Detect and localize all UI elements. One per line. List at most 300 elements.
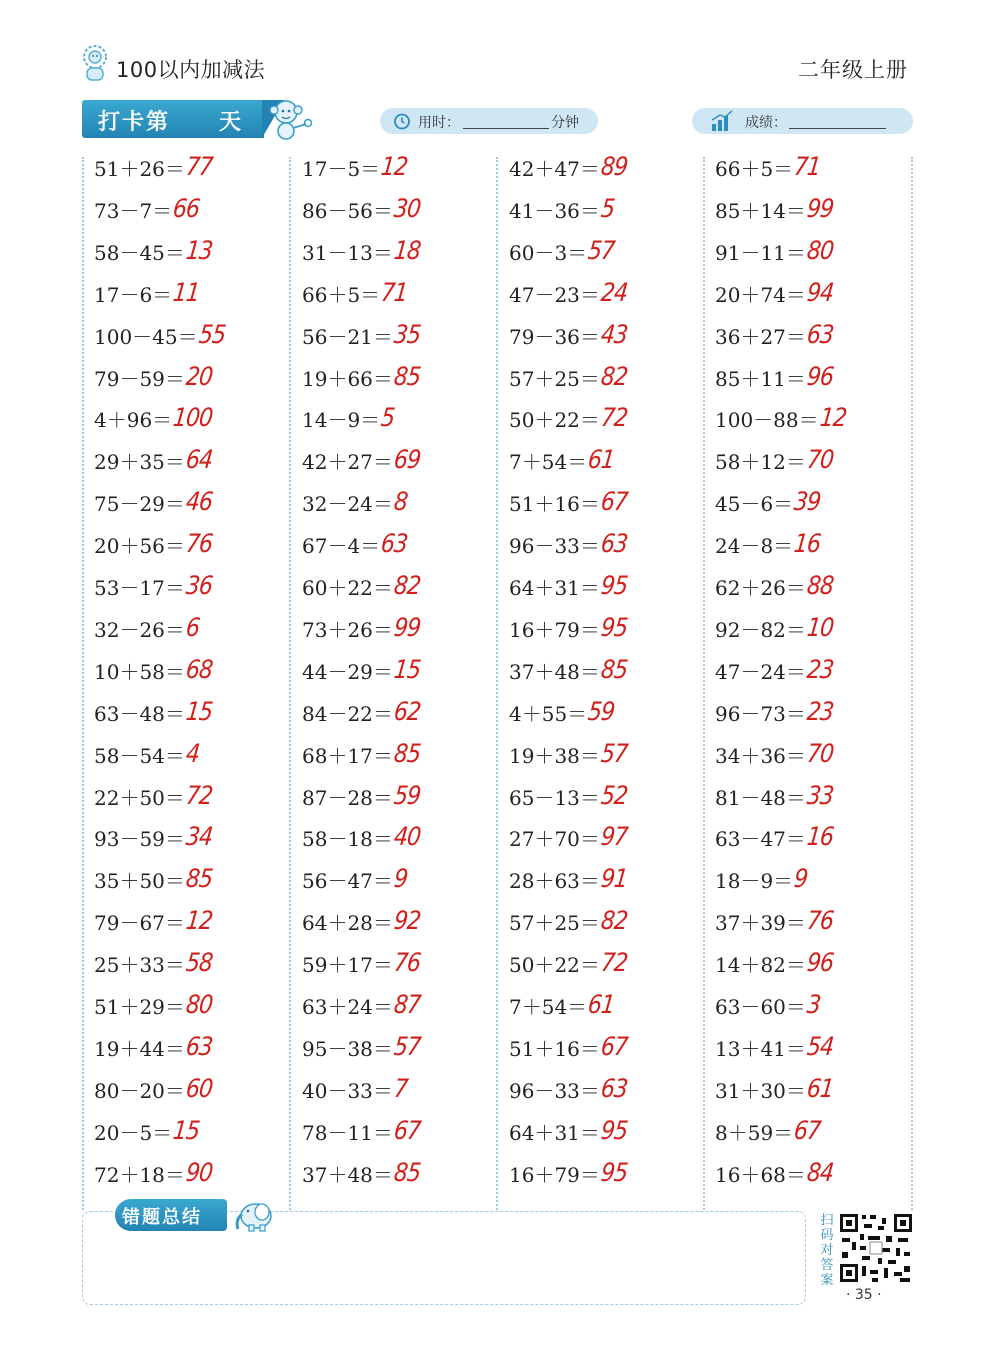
handwritten-answer: 97 bbox=[599, 823, 629, 853]
problem-row bbox=[94, 1117, 199, 1147]
problem-equation: 14－9＝ bbox=[302, 408, 381, 433]
handwritten-answer: 7 bbox=[392, 1074, 409, 1104]
problem-row bbox=[302, 782, 420, 812]
handwritten-answer: 33 bbox=[805, 781, 835, 811]
problem-equation: 35＋50＝ bbox=[94, 869, 185, 894]
handwritten-answer: 77 bbox=[184, 153, 214, 182]
handwritten-answer: 15 bbox=[184, 697, 214, 727]
mistake-summary-label: 错题总结 bbox=[122, 1207, 202, 1228]
problem-row bbox=[509, 1075, 627, 1105]
problem-equation: 34＋36＝ bbox=[715, 743, 806, 768]
handwritten-answer: 36 bbox=[184, 572, 214, 601]
handwritten-answer: 63 bbox=[379, 530, 409, 559]
problem-row bbox=[94, 991, 212, 1021]
problem-equation: 63－60＝ bbox=[715, 995, 806, 1019]
checkin-label: 打卡第 bbox=[98, 110, 171, 135]
problem-equation: 19＋38＝ bbox=[509, 743, 600, 768]
handwritten-answer: 40 bbox=[392, 823, 422, 853]
problem-equation: 68＋17＝ bbox=[302, 743, 393, 768]
problem-equation: 63＋24＝ bbox=[302, 995, 393, 1019]
problem-row bbox=[302, 865, 407, 895]
problem-equation: 32－24＝ bbox=[302, 492, 393, 517]
problem-equation: 20－5＝ bbox=[94, 1120, 173, 1145]
problem-equation: 79－59＝ bbox=[94, 366, 185, 391]
problem-equation: 31－13＝ bbox=[302, 240, 393, 265]
problem-equation: 56－21＝ bbox=[302, 324, 393, 349]
problem-row bbox=[715, 237, 833, 267]
problem-row bbox=[509, 782, 627, 812]
problem-row bbox=[509, 949, 627, 979]
problem-row bbox=[509, 404, 627, 434]
problem-equation: 7＋54＝ bbox=[509, 450, 588, 475]
problem-equation: 37＋48＝ bbox=[302, 1162, 393, 1187]
handwritten-answer: 61 bbox=[586, 991, 616, 1020]
handwritten-answer: 3 bbox=[805, 991, 822, 1020]
problem-row bbox=[302, 153, 407, 183]
handwritten-answer: 87 bbox=[392, 991, 422, 1020]
problem-equation: 7＋54＝ bbox=[509, 995, 588, 1019]
handwritten-answer: 76 bbox=[392, 949, 422, 978]
handwritten-answer: 23 bbox=[805, 697, 835, 727]
problem-row bbox=[509, 153, 627, 183]
handwritten-answer: 72 bbox=[599, 404, 629, 434]
problem-row bbox=[509, 1159, 627, 1189]
problem-row bbox=[715, 614, 833, 644]
problem-row bbox=[94, 572, 212, 602]
handwritten-answer: 92 bbox=[392, 907, 422, 937]
problem-row bbox=[715, 363, 833, 393]
qr-code[interactable] bbox=[838, 1212, 914, 1284]
handwritten-answer: 63 bbox=[599, 1074, 629, 1104]
problem-row bbox=[302, 237, 420, 267]
handwritten-answer: 9 bbox=[392, 865, 409, 895]
problem-row bbox=[94, 237, 212, 267]
problem-row bbox=[715, 656, 833, 686]
problem-row bbox=[715, 1159, 833, 1189]
problem-equation: 78－11＝ bbox=[302, 1120, 393, 1145]
handwritten-answer: 66 bbox=[171, 195, 201, 224]
handwritten-answer: 9 bbox=[792, 865, 809, 895]
problem-row bbox=[715, 572, 833, 602]
handwritten-answer: 20 bbox=[184, 362, 214, 392]
problem-equation: 59＋17＝ bbox=[302, 953, 393, 978]
problem-row bbox=[509, 363, 627, 393]
problem-row bbox=[715, 488, 820, 518]
handwritten-answer: 35 bbox=[392, 320, 422, 350]
scan-answer-text: 扫码对答案 bbox=[820, 1213, 834, 1288]
checkin-day-label: 天 bbox=[219, 110, 242, 135]
chart-icon bbox=[710, 110, 734, 132]
problem-equation: 96－73＝ bbox=[715, 701, 806, 726]
problem-row bbox=[715, 404, 846, 434]
problem-row bbox=[94, 865, 212, 895]
handwritten-answer: 80 bbox=[184, 991, 214, 1020]
problem-equation: 42＋27＝ bbox=[302, 450, 393, 475]
problem-row bbox=[94, 488, 212, 518]
problem-equation: 28＋63＝ bbox=[509, 869, 600, 894]
handwritten-answer: 71 bbox=[792, 153, 822, 182]
column-divider bbox=[82, 157, 84, 1210]
handwritten-answer: 76 bbox=[184, 530, 214, 559]
handwritten-answer: 61 bbox=[586, 446, 616, 476]
problem-row bbox=[509, 195, 614, 225]
problem-row bbox=[302, 1033, 420, 1063]
problem-row bbox=[302, 1075, 407, 1105]
problem-row bbox=[509, 530, 627, 560]
problem-row bbox=[94, 446, 212, 476]
handwritten-answer: 72 bbox=[599, 949, 629, 978]
problem-equation: 47－23＝ bbox=[509, 282, 600, 307]
problem-equation: 20＋56＝ bbox=[94, 534, 185, 559]
problem-equation: 16＋79＝ bbox=[509, 617, 600, 642]
problem-row bbox=[715, 949, 833, 979]
problem-equation: 13＋41＝ bbox=[715, 1036, 806, 1061]
problem-equation: 24－8＝ bbox=[715, 534, 794, 559]
problem-row bbox=[94, 949, 212, 979]
handwritten-answer: 63 bbox=[805, 320, 835, 350]
problem-row bbox=[94, 614, 199, 644]
problem-equation: 86－56＝ bbox=[302, 198, 393, 223]
score-input[interactable] bbox=[789, 128, 886, 129]
problem-row bbox=[509, 279, 627, 309]
problem-equation: 80－20＝ bbox=[94, 1078, 185, 1103]
problem-equation: 18－9＝ bbox=[715, 869, 794, 894]
problem-equation: 16＋79＝ bbox=[509, 1162, 600, 1187]
problem-row bbox=[94, 321, 225, 351]
problem-equation: 17－5＝ bbox=[302, 157, 381, 181]
problem-equation: 96－33＝ bbox=[509, 534, 600, 559]
handwritten-answer: 85 bbox=[392, 1158, 422, 1188]
problem-equation: 51＋26＝ bbox=[94, 157, 185, 181]
problem-equation: 81－48＝ bbox=[715, 785, 806, 810]
problem-row bbox=[302, 363, 420, 393]
handwritten-answer: 12 bbox=[818, 404, 848, 434]
problem-row bbox=[509, 614, 627, 644]
problem-row bbox=[302, 1117, 420, 1147]
problem-row bbox=[509, 656, 627, 686]
problem-equation: 65－13＝ bbox=[509, 785, 600, 810]
problem-equation: 51＋16＝ bbox=[509, 1036, 600, 1061]
problem-equation: 44－29＝ bbox=[302, 659, 393, 684]
problem-row bbox=[509, 991, 614, 1021]
column-divider bbox=[703, 157, 705, 1210]
problem-equation: 85＋14＝ bbox=[715, 198, 806, 223]
handwritten-answer: 95 bbox=[599, 1116, 629, 1146]
handwritten-answer: 61 bbox=[805, 1074, 835, 1104]
problem-row bbox=[94, 782, 212, 812]
problem-equation: 29＋35＝ bbox=[94, 450, 185, 475]
problem-equation: 36＋27＝ bbox=[715, 324, 806, 349]
handwritten-answer: 96 bbox=[805, 949, 835, 978]
problem-equation: 95－38＝ bbox=[302, 1036, 393, 1061]
handwritten-answer: 54 bbox=[805, 1033, 835, 1062]
handwritten-answer: 46 bbox=[184, 488, 214, 518]
handwritten-answer: 16 bbox=[805, 823, 835, 853]
problem-row bbox=[715, 823, 833, 853]
handwritten-answer: 59 bbox=[586, 697, 616, 727]
problem-equation: 91－11＝ bbox=[715, 240, 806, 265]
problem-equation: 53－17＝ bbox=[94, 576, 185, 600]
problem-equation: 56－47＝ bbox=[302, 869, 393, 894]
problem-row bbox=[509, 321, 627, 351]
handwritten-answer: 16 bbox=[792, 530, 822, 559]
problem-equation: 93－59＝ bbox=[94, 827, 185, 852]
handwritten-answer: 82 bbox=[392, 572, 422, 601]
problem-equation: 58－54＝ bbox=[94, 743, 185, 768]
handwritten-answer: 23 bbox=[805, 655, 835, 685]
problem-equation: 42＋47＝ bbox=[509, 157, 600, 181]
problem-equation: 45－6＝ bbox=[715, 492, 794, 517]
problem-row bbox=[509, 237, 614, 267]
problem-equation: 63－47＝ bbox=[715, 827, 806, 852]
handwritten-answer: 67 bbox=[392, 1116, 422, 1146]
problem-equation: 100－45＝ bbox=[94, 324, 198, 349]
problem-equation: 58－45＝ bbox=[94, 240, 185, 265]
problem-equation: 19＋66＝ bbox=[302, 366, 393, 391]
problem-equation: 64＋31＝ bbox=[509, 576, 600, 600]
problem-row bbox=[715, 782, 833, 812]
handwritten-answer: 24 bbox=[599, 278, 629, 308]
handwritten-answer: 57 bbox=[586, 236, 616, 266]
problem-equation: 4＋96＝ bbox=[94, 408, 173, 433]
problem-equation: 67－4＝ bbox=[302, 534, 381, 559]
problem-equation: 66＋5＝ bbox=[302, 282, 381, 307]
problem-equation: 64＋28＝ bbox=[302, 911, 393, 936]
problem-row bbox=[302, 907, 420, 937]
problem-equation: 47－24＝ bbox=[715, 659, 806, 684]
handwritten-answer: 12 bbox=[379, 153, 409, 182]
problem-row bbox=[715, 195, 833, 225]
problem-equation: 66＋5＝ bbox=[715, 157, 794, 181]
problem-equation: 40－33＝ bbox=[302, 1078, 393, 1103]
problem-equation: 37＋48＝ bbox=[509, 659, 600, 684]
time-label: 用时： bbox=[418, 115, 460, 131]
problem-equation: 84－22＝ bbox=[302, 701, 393, 726]
problem-row bbox=[94, 363, 212, 393]
lion-icon bbox=[80, 44, 110, 82]
problem-row bbox=[302, 823, 420, 853]
handwritten-answer: 13 bbox=[184, 236, 214, 266]
problem-row bbox=[94, 530, 212, 560]
problem-equation: 19＋44＝ bbox=[94, 1036, 185, 1061]
handwritten-answer: 71 bbox=[379, 278, 409, 308]
problem-row bbox=[302, 656, 420, 686]
problem-row bbox=[715, 1117, 820, 1147]
problem-row bbox=[94, 907, 212, 937]
handwritten-answer: 39 bbox=[792, 488, 822, 518]
problem-row bbox=[302, 991, 420, 1021]
column-divider bbox=[911, 157, 913, 1210]
handwritten-answer: 57 bbox=[392, 1033, 422, 1062]
grade-label: 二年级上册 bbox=[798, 58, 908, 82]
handwritten-answer: 60 bbox=[184, 1074, 214, 1104]
problem-equation: 79－36＝ bbox=[509, 324, 600, 349]
handwritten-answer: 67 bbox=[792, 1116, 822, 1146]
problem-equation: 41－36＝ bbox=[509, 198, 600, 223]
handwritten-answer: 68 bbox=[184, 655, 214, 685]
problem-equation: 14＋82＝ bbox=[715, 953, 806, 978]
problem-equation: 27＋70＝ bbox=[509, 827, 600, 852]
problem-row bbox=[302, 530, 407, 560]
problem-row bbox=[94, 698, 212, 728]
handwritten-answer: 55 bbox=[197, 320, 227, 350]
problem-equation: 73＋26＝ bbox=[302, 617, 393, 642]
handwritten-answer: 63 bbox=[184, 1033, 214, 1062]
problem-equation: 37＋39＝ bbox=[715, 911, 806, 936]
problem-equation: 32－26＝ bbox=[94, 617, 185, 642]
handwritten-answer: 70 bbox=[805, 446, 835, 476]
handwritten-answer: 89 bbox=[599, 153, 629, 182]
problem-equation: 92－82＝ bbox=[715, 617, 806, 642]
handwritten-answer: 72 bbox=[184, 781, 214, 811]
column-divider bbox=[289, 157, 291, 1210]
handwritten-answer: 80 bbox=[805, 236, 835, 266]
problem-equation: 20＋74＝ bbox=[715, 282, 806, 307]
score-label: 成绩： bbox=[745, 115, 787, 131]
handwritten-answer: 59 bbox=[392, 781, 422, 811]
book-title: 100以内加减法 bbox=[116, 58, 266, 82]
problem-row bbox=[715, 907, 833, 937]
problem-equation: 62＋26＝ bbox=[715, 576, 806, 600]
handwritten-answer: 99 bbox=[805, 195, 835, 224]
problem-equation: 10＋58＝ bbox=[94, 659, 185, 684]
handwritten-answer: 52 bbox=[599, 781, 629, 811]
problem-equation: 16＋68＝ bbox=[715, 1162, 806, 1187]
column-divider bbox=[496, 157, 498, 1210]
problem-equation: 79－67＝ bbox=[94, 911, 185, 936]
handwritten-answer: 69 bbox=[392, 446, 422, 476]
problem-row bbox=[509, 865, 627, 895]
handwritten-answer: 99 bbox=[392, 614, 422, 643]
problem-row bbox=[715, 1075, 833, 1105]
handwritten-answer: 8 bbox=[392, 488, 409, 518]
handwritten-answer: 18 bbox=[392, 236, 422, 266]
handwritten-answer: 85 bbox=[184, 865, 214, 895]
handwritten-answer: 100 bbox=[171, 404, 214, 434]
problem-equation: 25＋33＝ bbox=[94, 953, 185, 978]
monkey-icon bbox=[262, 96, 314, 142]
problem-row bbox=[509, 740, 627, 770]
problem-equation: 51＋29＝ bbox=[94, 995, 185, 1019]
problem-row bbox=[94, 153, 212, 183]
handwritten-answer: 30 bbox=[392, 195, 422, 224]
problem-row bbox=[715, 446, 833, 476]
problem-equation: 60－3＝ bbox=[509, 240, 588, 265]
problem-row bbox=[715, 740, 833, 770]
handwritten-answer: 85 bbox=[392, 362, 422, 392]
handwritten-answer: 82 bbox=[599, 362, 629, 392]
problem-equation: 8＋59＝ bbox=[715, 1120, 794, 1145]
handwritten-answer: 88 bbox=[805, 572, 835, 601]
handwritten-answer: 12 bbox=[184, 907, 214, 937]
problem-row bbox=[509, 1117, 627, 1147]
handwritten-answer: 10 bbox=[805, 614, 835, 643]
problem-row bbox=[509, 572, 627, 602]
handwritten-answer: 96 bbox=[805, 362, 835, 392]
problem-row bbox=[94, 740, 199, 770]
handwritten-answer: 70 bbox=[805, 739, 835, 769]
problem-equation: 87－28＝ bbox=[302, 785, 393, 810]
problem-row bbox=[94, 404, 212, 434]
problem-row bbox=[715, 530, 820, 560]
problem-row bbox=[715, 279, 833, 309]
handwritten-answer: 4 bbox=[184, 739, 201, 769]
problem-equation: 60＋22＝ bbox=[302, 576, 393, 600]
problem-row bbox=[302, 404, 394, 434]
problem-equation: 73－7＝ bbox=[94, 198, 173, 223]
problem-row bbox=[94, 279, 199, 309]
problem-equation: 100－88＝ bbox=[715, 408, 819, 433]
handwritten-answer: 90 bbox=[184, 1158, 214, 1188]
problem-row bbox=[302, 195, 420, 225]
problem-equation: 31＋30＝ bbox=[715, 1078, 806, 1103]
elephant-icon bbox=[232, 1196, 278, 1232]
handwritten-answer: 63 bbox=[599, 530, 629, 559]
time-input[interactable] bbox=[463, 128, 549, 129]
handwritten-answer: 6 bbox=[184, 614, 201, 643]
handwritten-answer: 43 bbox=[599, 320, 629, 350]
handwritten-answer: 5 bbox=[599, 195, 616, 224]
handwritten-answer: 57 bbox=[599, 739, 629, 769]
problem-equation: 96－33＝ bbox=[509, 1078, 600, 1103]
problem-row bbox=[509, 907, 627, 937]
clock-icon bbox=[393, 112, 411, 130]
problem-row bbox=[302, 279, 407, 309]
problem-row bbox=[509, 823, 627, 853]
problem-row bbox=[302, 446, 420, 476]
problem-row bbox=[715, 153, 820, 183]
problem-equation: 50＋22＝ bbox=[509, 953, 600, 978]
handwritten-answer: 85 bbox=[392, 739, 422, 769]
problem-equation: 64＋31＝ bbox=[509, 1120, 600, 1145]
problem-row bbox=[302, 740, 420, 770]
problem-row bbox=[302, 1159, 420, 1189]
handwritten-answer: 82 bbox=[599, 907, 629, 937]
problem-row bbox=[715, 698, 833, 728]
handwritten-answer: 76 bbox=[805, 907, 835, 937]
problem-row bbox=[302, 698, 420, 728]
handwritten-answer: 64 bbox=[184, 446, 214, 476]
problem-row bbox=[715, 1033, 833, 1063]
time-unit: 分钟 bbox=[551, 115, 579, 131]
problem-row bbox=[302, 614, 420, 644]
problem-equation: 63－48＝ bbox=[94, 701, 185, 726]
problem-equation: 50＋22＝ bbox=[509, 408, 600, 433]
handwritten-answer: 95 bbox=[599, 1158, 629, 1188]
problem-row bbox=[715, 865, 807, 895]
problem-equation: 4＋55＝ bbox=[509, 701, 588, 726]
handwritten-answer: 84 bbox=[805, 1158, 835, 1188]
handwritten-answer: 91 bbox=[599, 865, 629, 895]
handwritten-answer: 95 bbox=[599, 572, 629, 601]
problem-equation: 85＋11＝ bbox=[715, 366, 806, 391]
problem-row bbox=[509, 1033, 627, 1063]
handwritten-answer: 11 bbox=[171, 278, 201, 308]
handwritten-answer: 5 bbox=[379, 404, 396, 434]
problem-row bbox=[94, 195, 199, 225]
problem-row bbox=[509, 488, 627, 518]
problem-equation: 51＋16＝ bbox=[509, 492, 600, 517]
problem-row bbox=[94, 1075, 212, 1105]
handwritten-answer: 15 bbox=[171, 1116, 201, 1146]
problem-row bbox=[302, 949, 420, 979]
problem-row bbox=[509, 698, 614, 728]
problem-row bbox=[302, 321, 420, 351]
problem-row bbox=[302, 572, 420, 602]
problem-equation: 58＋12＝ bbox=[715, 450, 806, 475]
problem-equation: 57＋25＝ bbox=[509, 911, 600, 936]
problem-equation: 17－6＝ bbox=[94, 282, 173, 307]
